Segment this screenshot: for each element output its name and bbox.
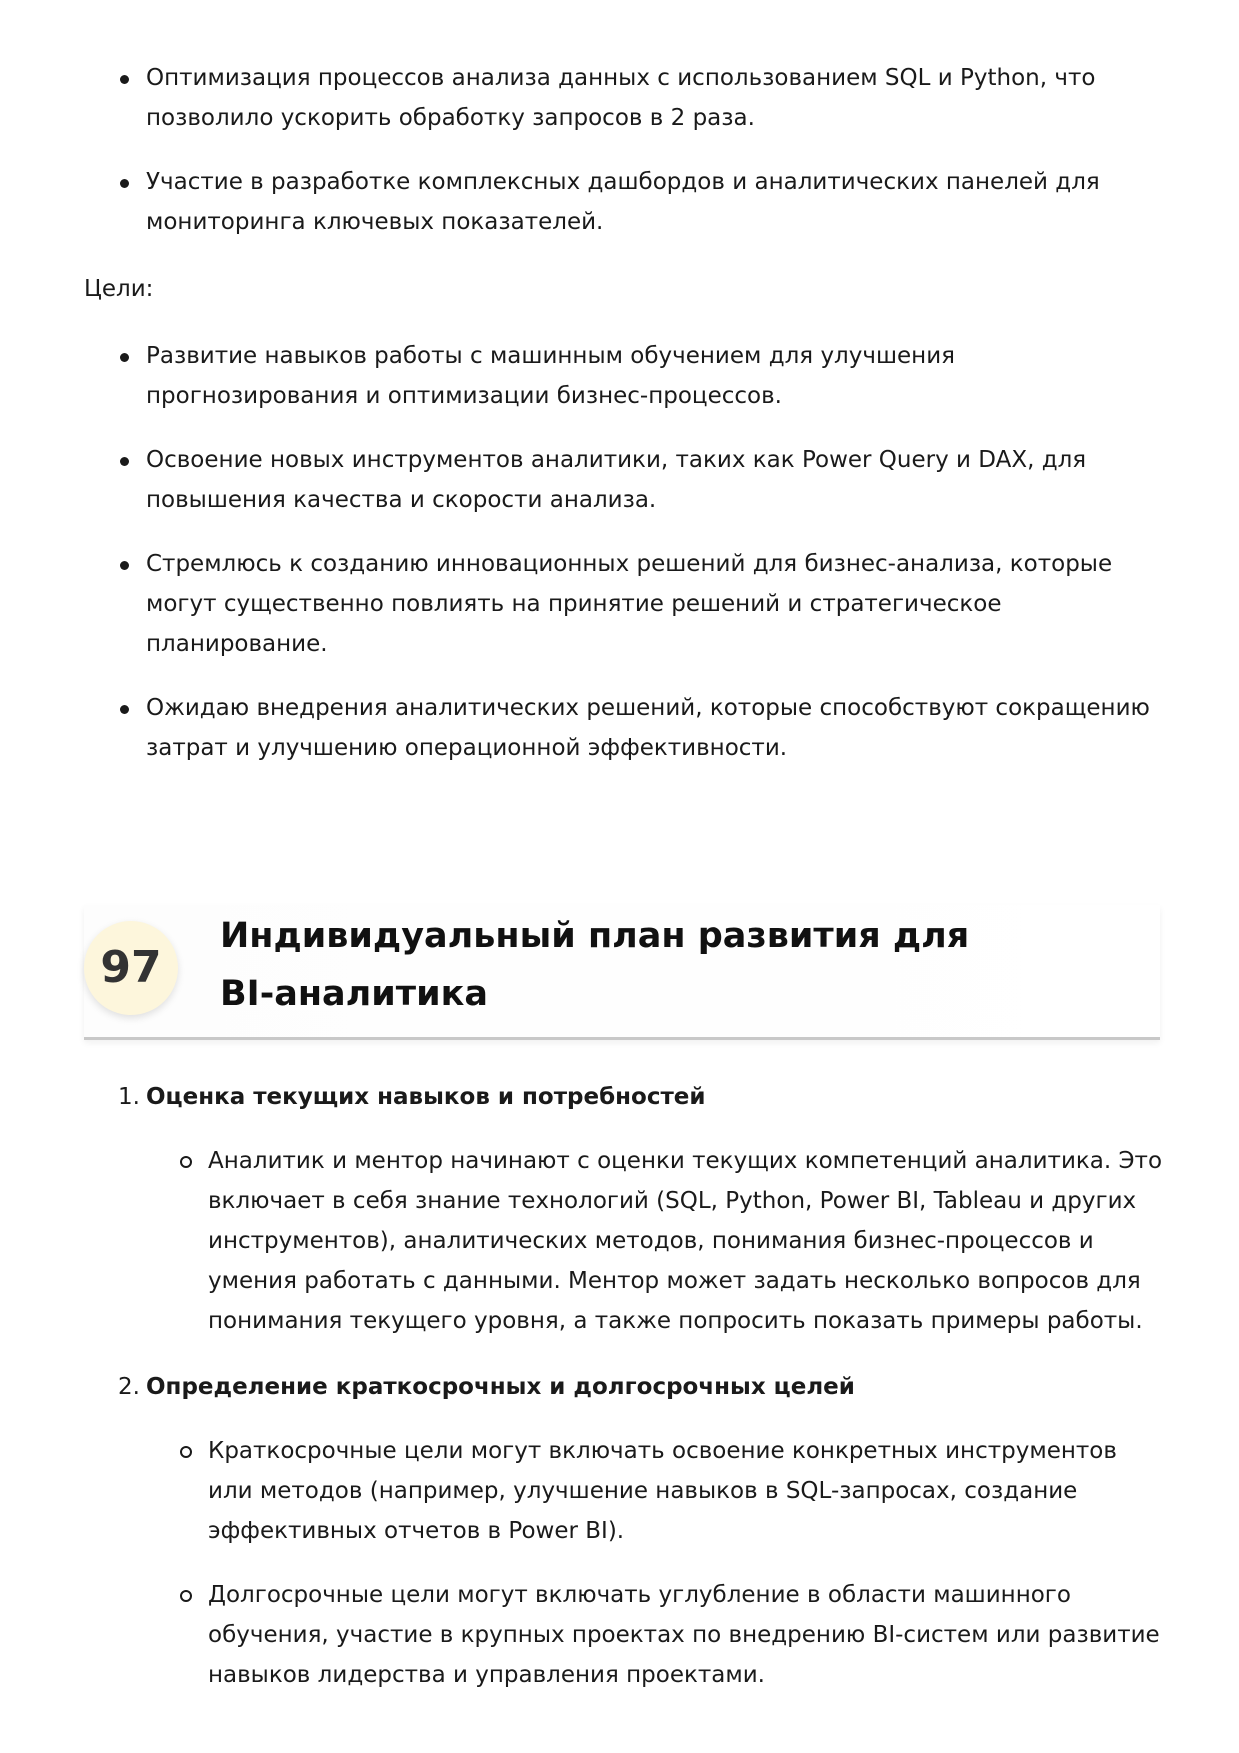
list-item: Ожидаю внедрения аналитических решений, которые способствуют сокращению затрат и улучшению операционной эффективности. bbox=[84, 688, 1164, 768]
section-items bbox=[146, 1141, 1164, 1341]
list-item: Стремлюсь к созданию инновационных решений для бизнес-анализа, которые могут существенно повлиять на принятие решений и стратегическое планирование. bbox=[84, 544, 1164, 664]
section-heading: Оценка текущих навыков и потребностей bbox=[146, 1084, 706, 1110]
plan-section bbox=[84, 1077, 1164, 1341]
list-item: Аналитик и ментор начинают с оценки текущих компетенций аналитика. Это включает в себя знание технологий (SQL, Python, Power BI, Tableau и других инструментов), аналитических методов, понимания бизнес-процессов и умения работать с данными. Ментор может задать несколько вопросов для понимания текущего уровня, а также попросить показать примеры работы. bbox=[146, 1141, 1164, 1341]
list-item: Развитие навыков работы с машинным обучением для улучшения прогнозирования и оптимизации бизнес-процессов. bbox=[84, 336, 1164, 416]
goals-label: Цели: bbox=[84, 276, 154, 302]
achievements-list bbox=[84, 58, 1164, 266]
section-heading: Определение краткосрочных и долгосрочных целей bbox=[146, 1374, 855, 1400]
section-number: 2. bbox=[118, 1374, 140, 1400]
plan-sections-list bbox=[84, 1077, 1164, 1721]
plan-section bbox=[84, 1367, 1164, 1695]
chapter-header bbox=[84, 905, 1160, 1040]
list-item: Оптимизация процессов анализа данных с использованием SQL и Python, что позволило ускорить обработку запросов в 2 раза. bbox=[84, 58, 1164, 138]
section-number: 1. bbox=[118, 1084, 140, 1110]
chapter-title: Индивидуальный план развития для BI-аналитика bbox=[220, 916, 970, 1014]
list-item: Краткосрочные цели могут включать освоение конкретных инструментов или методов (например, улучшение навыков в SQL-запросах, создание эффективных отчетов в Power BI). bbox=[146, 1431, 1164, 1551]
chapter-number-badge: 97 bbox=[84, 921, 178, 1015]
list-item: Участие в разработке комплексных дашбордов и аналитических панелей для мониторинга ключевых показателей. bbox=[84, 162, 1164, 242]
goals-list bbox=[84, 336, 1164, 792]
section-items bbox=[146, 1431, 1164, 1695]
list-item: Освоение новых инструментов аналитики, таких как Power Query и DAX, для повышения качества и скорости анализа. bbox=[84, 440, 1164, 520]
list-item: Долгосрочные цели могут включать углубление в области машинного обучения, участие в крупных проектах по внедрению BI-систем или развитие навыков лидерства и управления проектами. bbox=[146, 1575, 1164, 1695]
